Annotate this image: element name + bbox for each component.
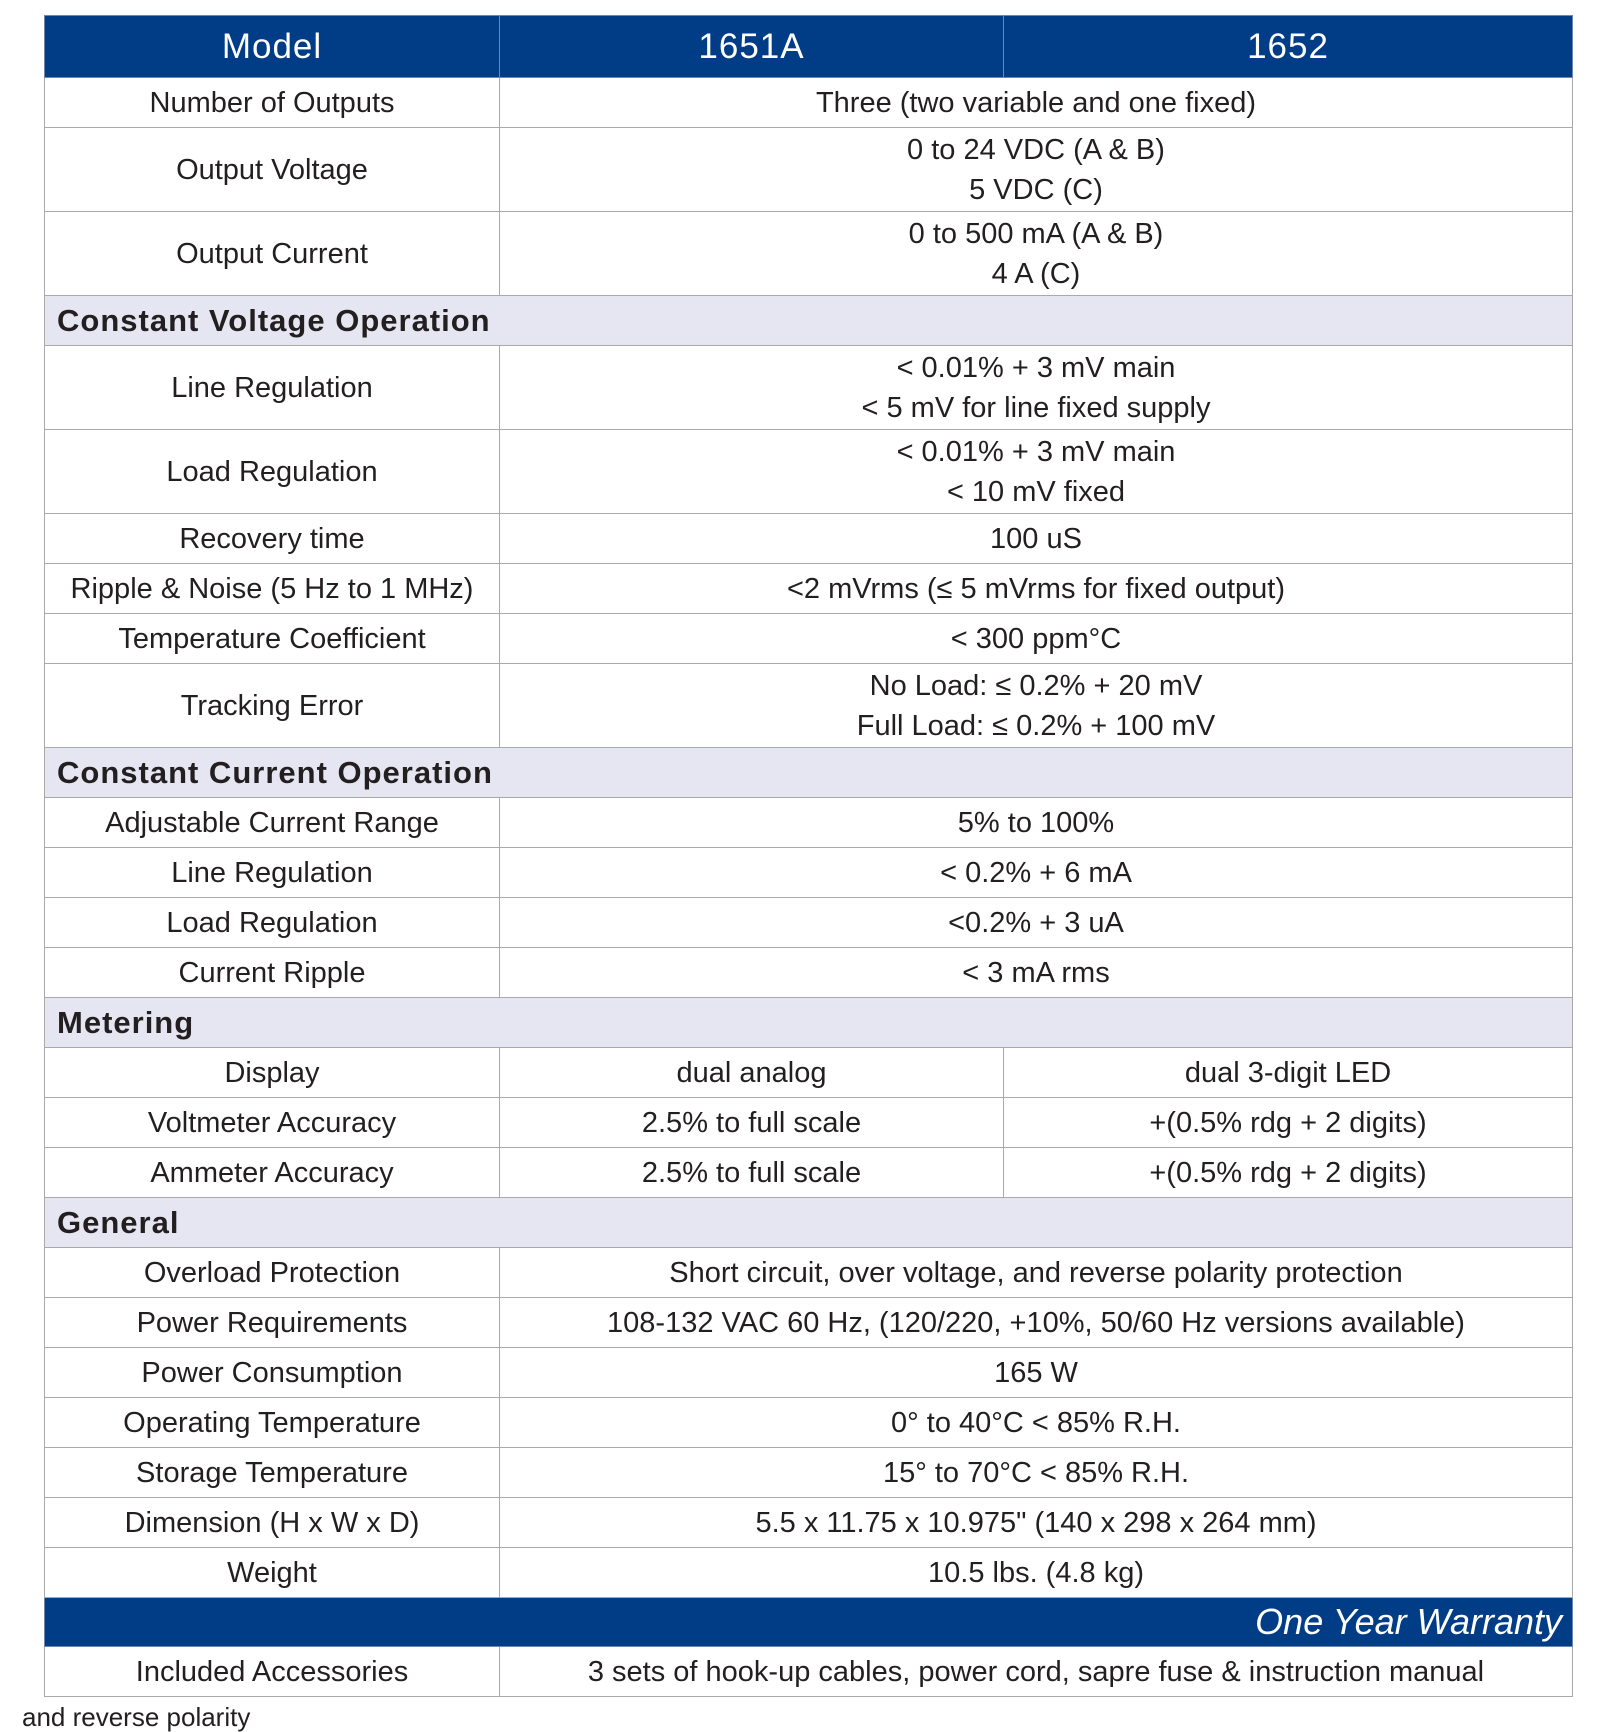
row-value — [500, 78, 1573, 128]
row-label: Load Regulation — [45, 898, 500, 948]
table-row — [45, 128, 1573, 212]
table-row — [45, 564, 1573, 614]
spec-table — [44, 15, 1573, 1697]
table-row — [45, 1448, 1573, 1498]
value-line: < 0.01% + 3 mV main — [896, 351, 1176, 384]
row-label: Dimension (H x W x D) — [45, 1498, 500, 1548]
value-line: < 5 mV for line fixed supply — [861, 391, 1211, 424]
row-label: Storage Temperature — [45, 1448, 500, 1498]
table-row — [45, 78, 1573, 128]
value-line: < 300 ppm°C — [950, 622, 1122, 655]
section-header-general — [45, 1198, 1573, 1248]
row-label: Ammeter Accuracy — [45, 1148, 500, 1198]
row-label: Weight — [45, 1548, 500, 1598]
value-1652: +(0.5% rdg + 2 digits) — [1004, 1148, 1573, 1198]
table-row — [45, 664, 1573, 748]
value-1651a: dual analog — [500, 1048, 1004, 1098]
row-value: 5% to 100% — [500, 798, 1573, 848]
row-label: Output Current — [45, 212, 500, 296]
table-row — [45, 948, 1573, 998]
table-row — [45, 614, 1573, 664]
value-line: 0 to 500 mA (A & B) — [908, 217, 1164, 250]
row-label: Display — [45, 1048, 500, 1098]
row-value: <0.2% + 3 uA — [500, 898, 1573, 948]
value-1652: +(0.5% rdg + 2 digits) — [1004, 1098, 1573, 1148]
row-label: Adjustable Current Range — [45, 798, 500, 848]
row-value — [500, 564, 1573, 614]
footer-text-fragment: and reverse polarity — [22, 1702, 251, 1732]
section-header-cc — [45, 748, 1573, 798]
header-1652: 1652 — [1004, 16, 1573, 78]
row-value: 3 sets of hook-up cables, power cord, sapre fuse & instruction manual — [500, 1647, 1573, 1697]
value-line: 4 A (C) — [991, 257, 1081, 290]
table-row — [45, 898, 1573, 948]
table-row — [45, 1298, 1573, 1348]
row-value: 10.5 lbs. (4.8 kg) — [500, 1548, 1573, 1598]
section-title: Constant Voltage Operation — [45, 296, 1573, 346]
table-row — [45, 1398, 1573, 1448]
value-line: < 0.01% + 3 mV main — [896, 435, 1176, 468]
section-header-cv — [45, 296, 1573, 346]
row-value — [500, 514, 1573, 564]
value-line: 5 VDC (C) — [969, 173, 1103, 206]
warranty-banner — [45, 1598, 1573, 1647]
row-label: Power Consumption — [45, 1348, 500, 1398]
value-line: Three (two variable and one fixed) — [815, 86, 1257, 119]
row-label: Number of Outputs — [45, 78, 500, 128]
row-value: 15° to 70°C < 85% R.H. — [500, 1448, 1573, 1498]
table-row — [45, 346, 1573, 430]
row-label: Ripple & Noise (5 Hz to 1 MHz) — [45, 564, 500, 614]
table-row — [45, 212, 1573, 296]
value-1651a: 2.5% to full scale — [500, 1098, 1004, 1148]
table-row — [45, 1098, 1573, 1148]
row-value — [500, 664, 1573, 748]
value-line: 0 to 24 VDC (A & B) — [907, 133, 1165, 166]
row-value: 108-132 VAC 60 Hz, (120/220, +10%, 50/60 Hz versions available) — [500, 1298, 1573, 1348]
row-label: Included Accessories — [45, 1647, 500, 1697]
table-row — [45, 848, 1573, 898]
table-row — [45, 1348, 1573, 1398]
warranty-text: One Year Warranty — [45, 1598, 1573, 1647]
row-label: Power Requirements — [45, 1298, 500, 1348]
value-line: 100 uS — [990, 522, 1082, 555]
table-row — [45, 430, 1573, 514]
table-row — [45, 1148, 1573, 1198]
value-line: No Load: ≤ 0.2% + 20 mV — [869, 669, 1203, 702]
table-row — [45, 1647, 1573, 1697]
section-title: General — [45, 1198, 1573, 1248]
section-header-metering — [45, 998, 1573, 1048]
value-line: Full Load: ≤ 0.2% + 100 mV — [856, 709, 1216, 742]
row-label: Line Regulation — [45, 848, 500, 898]
row-value — [500, 128, 1573, 212]
table-row — [45, 1048, 1573, 1098]
row-label: Overload Protection — [45, 1248, 500, 1298]
value-1652: dual 3-digit LED — [1004, 1048, 1573, 1098]
row-label: Output Voltage — [45, 128, 500, 212]
value-line: <2 mVrms (≤ 5 mVrms for fixed output) — [786, 572, 1286, 605]
value-line: < 10 mV fixed — [946, 475, 1126, 508]
row-label: Current Ripple — [45, 948, 500, 998]
row-label: Operating Temperature — [45, 1398, 500, 1448]
section-title: Constant Current Operation — [45, 748, 1573, 798]
row-value: < 3 mA rms — [500, 948, 1573, 998]
table-row — [45, 1248, 1573, 1298]
header-1651a: 1651A — [500, 16, 1004, 78]
row-value — [500, 614, 1573, 664]
row-label: Load Regulation — [45, 430, 500, 514]
row-label: Voltmeter Accuracy — [45, 1098, 500, 1148]
section-title: Metering — [45, 998, 1573, 1048]
header-model: Model — [45, 16, 500, 78]
value-1651a: 2.5% to full scale — [500, 1148, 1004, 1198]
table-row — [45, 798, 1573, 848]
row-label: Line Regulation — [45, 346, 500, 430]
row-value: Short circuit, over voltage, and reverse polarity protection — [500, 1248, 1573, 1298]
row-value: 5.5 x 11.75 x 10.975" (140 x 298 x 264 mm) — [500, 1498, 1573, 1548]
row-label: Temperature Coefficient — [45, 614, 500, 664]
row-value — [500, 212, 1573, 296]
row-value — [500, 430, 1573, 514]
table-row — [45, 514, 1573, 564]
row-value: 0° to 40°C < 85% R.H. — [500, 1398, 1573, 1448]
row-value: < 0.2% + 6 mA — [500, 848, 1573, 898]
row-value — [500, 346, 1573, 430]
table-row — [45, 1498, 1573, 1548]
header-row — [45, 16, 1573, 78]
table-row — [45, 1548, 1573, 1598]
row-value: 165 W — [500, 1348, 1573, 1398]
row-label: Tracking Error — [45, 664, 500, 748]
row-label: Recovery time — [45, 514, 500, 564]
